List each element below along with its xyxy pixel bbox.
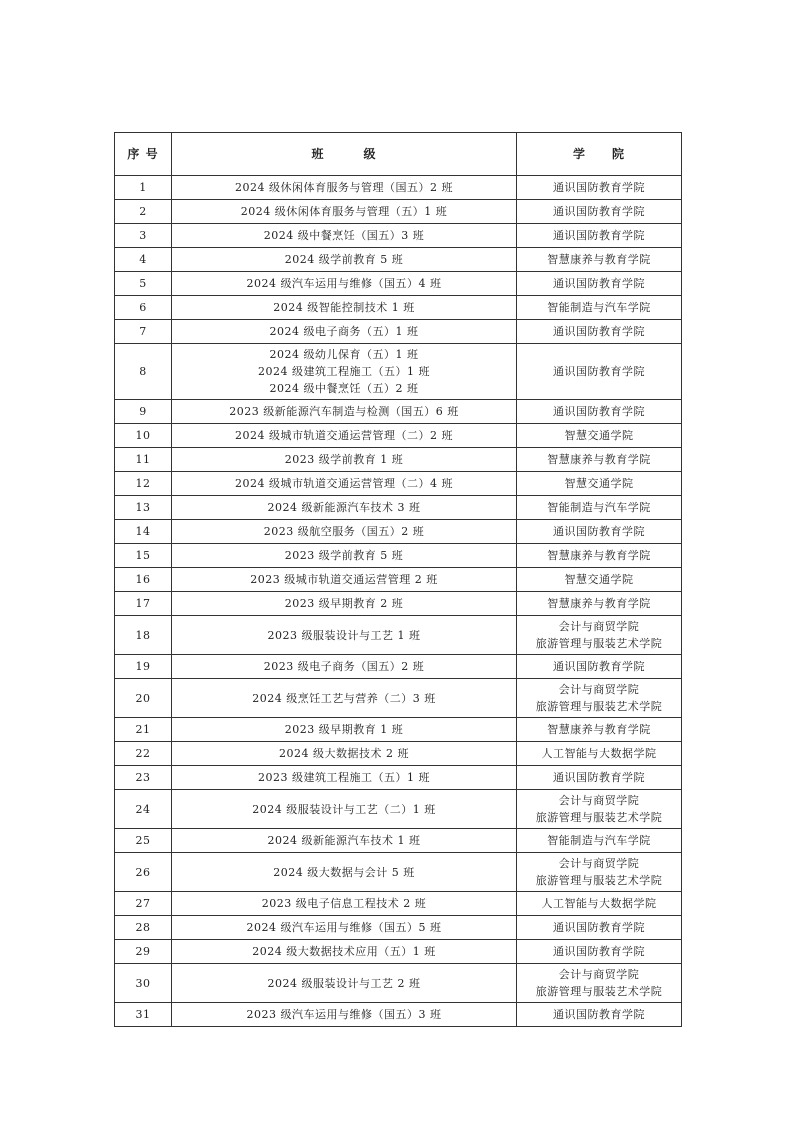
row-index: 16 bbox=[115, 568, 172, 592]
row-class-cell bbox=[172, 424, 517, 448]
row-college-cell bbox=[517, 448, 682, 472]
table-row bbox=[115, 655, 682, 679]
class-name: 2024 级幼儿保育（五）1 班 bbox=[269, 348, 419, 361]
college-name: 通识国防教育学院 bbox=[553, 229, 645, 242]
class-name: 2024 级烹饪工艺与营养（二）3 班 bbox=[252, 691, 436, 705]
college-name: 通识国防教育学院 bbox=[553, 205, 645, 218]
college-name: 旅游管理与服装艺术学院 bbox=[535, 811, 663, 824]
college-name: 智慧康养与教育学院 bbox=[547, 253, 651, 266]
row-college-cell bbox=[517, 344, 682, 400]
table-row bbox=[115, 940, 682, 964]
row-index: 28 bbox=[115, 916, 172, 940]
class-name: 2024 级智能控制技术 1 班 bbox=[273, 301, 415, 314]
row-college-cell bbox=[517, 742, 682, 766]
class-name: 2024 级服装设计与工艺 2 班 bbox=[267, 976, 421, 990]
row-college-cell bbox=[517, 916, 682, 940]
row-college-cell bbox=[517, 679, 682, 718]
class-name: 2023 级学前教育 1 班 bbox=[284, 453, 404, 466]
class-name: 2024 级休闲体育服务与管理（国五）2 班 bbox=[235, 181, 453, 194]
row-class-cell bbox=[172, 718, 517, 742]
row-college-cell bbox=[517, 568, 682, 592]
row-class-cell bbox=[172, 224, 517, 248]
class-name: 2024 级大数据技术应用（五）1 班 bbox=[252, 945, 436, 958]
class-name: 2024 级建筑工程施工（五）1 班 bbox=[258, 365, 430, 378]
table-row bbox=[115, 296, 682, 320]
row-college-cell bbox=[517, 472, 682, 496]
class-name: 2024 级大数据技术 2 班 bbox=[279, 747, 409, 760]
row-class-cell bbox=[172, 272, 517, 296]
row-index: 12 bbox=[115, 472, 172, 496]
class-name: 2024 级新能源汽车技术 1 班 bbox=[267, 834, 421, 847]
row-college-cell bbox=[517, 964, 682, 1003]
college-name: 旅游管理与服装艺术学院 bbox=[535, 874, 663, 887]
college-name: 智慧康养与教育学院 bbox=[547, 723, 651, 736]
table-row bbox=[115, 742, 682, 766]
row-class-cell bbox=[172, 679, 517, 718]
college-name: 会计与商贸学院 bbox=[558, 794, 640, 807]
class-name: 2023 级电子商务（国五）2 班 bbox=[263, 660, 425, 673]
row-college-cell bbox=[517, 1003, 682, 1027]
class-name: 2023 级学前教育 5 班 bbox=[284, 549, 404, 562]
table-row bbox=[115, 520, 682, 544]
table-row bbox=[115, 916, 682, 940]
table-row bbox=[115, 544, 682, 568]
class-name: 2024 级服装设计与工艺（二）1 班 bbox=[252, 802, 436, 816]
row-college-cell bbox=[517, 272, 682, 296]
row-class-cell bbox=[172, 176, 517, 200]
table-row bbox=[115, 892, 682, 916]
class-name: 2024 级汽车运用与维修（国五）4 班 bbox=[246, 277, 442, 290]
row-college-cell bbox=[517, 248, 682, 272]
row-index: 10 bbox=[115, 424, 172, 448]
row-index: 6 bbox=[115, 296, 172, 320]
row-college-cell bbox=[517, 424, 682, 448]
class-name: 2023 级汽车运用与维修（国五）3 班 bbox=[246, 1008, 442, 1021]
college-name: 智能制造与汽车学院 bbox=[547, 301, 651, 314]
row-class-cell bbox=[172, 742, 517, 766]
class-name: 2024 级城市轨道交通运营管理（二）2 班 bbox=[235, 429, 453, 442]
table-row bbox=[115, 718, 682, 742]
class-name: 2024 级城市轨道交通运营管理（二）4 班 bbox=[235, 477, 453, 490]
row-class-cell bbox=[172, 892, 517, 916]
row-college-cell bbox=[517, 655, 682, 679]
row-class-cell bbox=[172, 655, 517, 679]
college-name: 人工智能与大数据学院 bbox=[541, 747, 657, 760]
header-college: 学 院 bbox=[517, 133, 682, 176]
college-name: 会计与商贸学院 bbox=[558, 620, 640, 633]
row-index: 9 bbox=[115, 400, 172, 424]
class-college-table bbox=[114, 132, 682, 1027]
row-college-cell bbox=[517, 718, 682, 742]
college-name: 通识国防教育学院 bbox=[553, 945, 645, 958]
college-name: 会计与商贸学院 bbox=[558, 857, 640, 870]
row-college-cell bbox=[517, 320, 682, 344]
class-name: 2024 级新能源汽车技术 3 班 bbox=[267, 501, 421, 514]
college-name: 人工智能与大数据学院 bbox=[541, 897, 657, 910]
college-name: 智慧交通学院 bbox=[564, 429, 634, 442]
table-row bbox=[115, 1003, 682, 1027]
table-row bbox=[115, 448, 682, 472]
class-name: 2023 级早期教育 2 班 bbox=[284, 597, 404, 610]
table-row bbox=[115, 616, 682, 655]
row-class-cell bbox=[172, 568, 517, 592]
row-college-cell bbox=[517, 766, 682, 790]
college-name: 旅游管理与服装艺术学院 bbox=[535, 700, 663, 713]
row-college-cell bbox=[517, 496, 682, 520]
college-name: 智慧康养与教育学院 bbox=[547, 597, 651, 610]
row-class-cell bbox=[172, 940, 517, 964]
college-name: 智能制造与汽车学院 bbox=[547, 501, 651, 514]
college-name: 通识国防教育学院 bbox=[553, 181, 645, 194]
table-row bbox=[115, 176, 682, 200]
row-index: 31 bbox=[115, 1003, 172, 1027]
row-college-cell bbox=[517, 853, 682, 892]
class-name: 2024 级汽车运用与维修（国五）5 班 bbox=[246, 921, 442, 934]
row-index: 17 bbox=[115, 592, 172, 616]
row-college-cell bbox=[517, 829, 682, 853]
college-name: 智慧康养与教育学院 bbox=[547, 549, 651, 562]
table-row bbox=[115, 829, 682, 853]
row-index: 11 bbox=[115, 448, 172, 472]
row-index: 27 bbox=[115, 892, 172, 916]
row-college-cell bbox=[517, 520, 682, 544]
row-index: 5 bbox=[115, 272, 172, 296]
college-name: 通识国防教育学院 bbox=[553, 525, 645, 538]
row-index: 13 bbox=[115, 496, 172, 520]
row-college-cell bbox=[517, 224, 682, 248]
college-name: 会计与商贸学院 bbox=[558, 968, 640, 981]
row-class-cell bbox=[172, 790, 517, 829]
table-row bbox=[115, 964, 682, 1003]
college-name: 通识国防教育学院 bbox=[553, 771, 645, 784]
row-college-cell bbox=[517, 892, 682, 916]
row-class-cell bbox=[172, 296, 517, 320]
row-class-cell bbox=[172, 592, 517, 616]
class-name: 2023 级服装设计与工艺 1 班 bbox=[267, 628, 421, 642]
row-college-cell bbox=[517, 544, 682, 568]
table-row bbox=[115, 320, 682, 344]
row-class-cell bbox=[172, 320, 517, 344]
row-index: 3 bbox=[115, 224, 172, 248]
college-name: 会计与商贸学院 bbox=[558, 683, 640, 696]
class-name: 2024 级中餐烹饪（国五）3 班 bbox=[263, 229, 425, 242]
class-name: 2024 级电子商务（五）1 班 bbox=[269, 325, 419, 338]
table-row bbox=[115, 472, 682, 496]
row-index: 15 bbox=[115, 544, 172, 568]
row-index: 26 bbox=[115, 853, 172, 892]
row-index: 8 bbox=[115, 344, 172, 400]
row-index: 18 bbox=[115, 616, 172, 655]
row-class-cell bbox=[172, 400, 517, 424]
row-index: 21 bbox=[115, 718, 172, 742]
college-name: 通识国防教育学院 bbox=[553, 660, 645, 673]
college-name: 通识国防教育学院 bbox=[553, 1008, 645, 1021]
table-row bbox=[115, 790, 682, 829]
college-name: 智能制造与汽车学院 bbox=[547, 834, 651, 847]
table-row bbox=[115, 272, 682, 296]
class-name: 2023 级城市轨道交通运营管理 2 班 bbox=[250, 573, 438, 586]
table-row bbox=[115, 424, 682, 448]
row-class-cell bbox=[172, 472, 517, 496]
row-class-cell bbox=[172, 344, 517, 400]
row-college-cell bbox=[517, 790, 682, 829]
class-name: 2024 级学前教育 5 班 bbox=[284, 253, 404, 266]
row-class-cell bbox=[172, 616, 517, 655]
row-college-cell bbox=[517, 940, 682, 964]
row-class-cell bbox=[172, 200, 517, 224]
class-name: 2023 级电子信息工程技术 2 班 bbox=[261, 897, 427, 910]
row-college-cell bbox=[517, 592, 682, 616]
header-class: 班 级 bbox=[172, 133, 517, 176]
college-name: 通识国防教育学院 bbox=[553, 921, 645, 934]
row-index: 19 bbox=[115, 655, 172, 679]
row-index: 29 bbox=[115, 940, 172, 964]
row-class-cell bbox=[172, 829, 517, 853]
class-name: 2023 级建筑工程施工（五）1 班 bbox=[258, 771, 430, 784]
table-row bbox=[115, 496, 682, 520]
college-name: 智慧康养与教育学院 bbox=[547, 453, 651, 466]
header-row bbox=[115, 133, 682, 176]
row-index: 25 bbox=[115, 829, 172, 853]
class-name: 2023 级航空服务（国五）2 班 bbox=[263, 525, 425, 538]
row-class-cell bbox=[172, 853, 517, 892]
row-college-cell bbox=[517, 616, 682, 655]
college-name: 通识国防教育学院 bbox=[553, 365, 645, 378]
table-header bbox=[115, 133, 682, 176]
table-row bbox=[115, 568, 682, 592]
table-row bbox=[115, 853, 682, 892]
row-index: 1 bbox=[115, 176, 172, 200]
table-row bbox=[115, 592, 682, 616]
row-index: 20 bbox=[115, 679, 172, 718]
row-class-cell bbox=[172, 964, 517, 1003]
row-class-cell bbox=[172, 248, 517, 272]
row-class-cell bbox=[172, 520, 517, 544]
row-index: 7 bbox=[115, 320, 172, 344]
row-index: 22 bbox=[115, 742, 172, 766]
table-row bbox=[115, 344, 682, 400]
college-name: 通识国防教育学院 bbox=[553, 325, 645, 338]
table-body bbox=[115, 176, 682, 1027]
table-row bbox=[115, 400, 682, 424]
row-college-cell bbox=[517, 400, 682, 424]
row-class-cell bbox=[172, 1003, 517, 1027]
table-row bbox=[115, 248, 682, 272]
college-name: 旅游管理与服装艺术学院 bbox=[535, 637, 663, 650]
row-index: 23 bbox=[115, 766, 172, 790]
row-class-cell bbox=[172, 916, 517, 940]
row-class-cell bbox=[172, 496, 517, 520]
class-name: 2023 级新能源汽车制造与检测（国五）6 班 bbox=[229, 405, 459, 418]
row-index: 2 bbox=[115, 200, 172, 224]
row-index: 24 bbox=[115, 790, 172, 829]
header-index: 序 号 bbox=[115, 133, 172, 176]
table-row bbox=[115, 200, 682, 224]
college-name: 旅游管理与服装艺术学院 bbox=[535, 985, 663, 998]
table-row bbox=[115, 679, 682, 718]
row-college-cell bbox=[517, 296, 682, 320]
college-name: 智慧交通学院 bbox=[564, 477, 634, 490]
table-row bbox=[115, 224, 682, 248]
class-name: 2024 级休闲体育服务与管理（五）1 班 bbox=[240, 205, 448, 218]
college-name: 通识国防教育学院 bbox=[553, 405, 645, 418]
class-name: 2023 级早期教育 1 班 bbox=[284, 723, 404, 736]
row-index: 4 bbox=[115, 248, 172, 272]
row-index: 30 bbox=[115, 964, 172, 1003]
row-college-cell bbox=[517, 176, 682, 200]
table-row bbox=[115, 766, 682, 790]
college-name: 通识国防教育学院 bbox=[553, 277, 645, 290]
row-class-cell bbox=[172, 448, 517, 472]
row-college-cell bbox=[517, 200, 682, 224]
college-name: 智慧交通学院 bbox=[564, 573, 634, 586]
row-class-cell bbox=[172, 766, 517, 790]
class-name: 2024 级大数据与会计 5 班 bbox=[273, 865, 415, 879]
class-name: 2024 级中餐烹饪（五）2 班 bbox=[269, 382, 419, 395]
row-class-cell bbox=[172, 544, 517, 568]
row-index: 14 bbox=[115, 520, 172, 544]
